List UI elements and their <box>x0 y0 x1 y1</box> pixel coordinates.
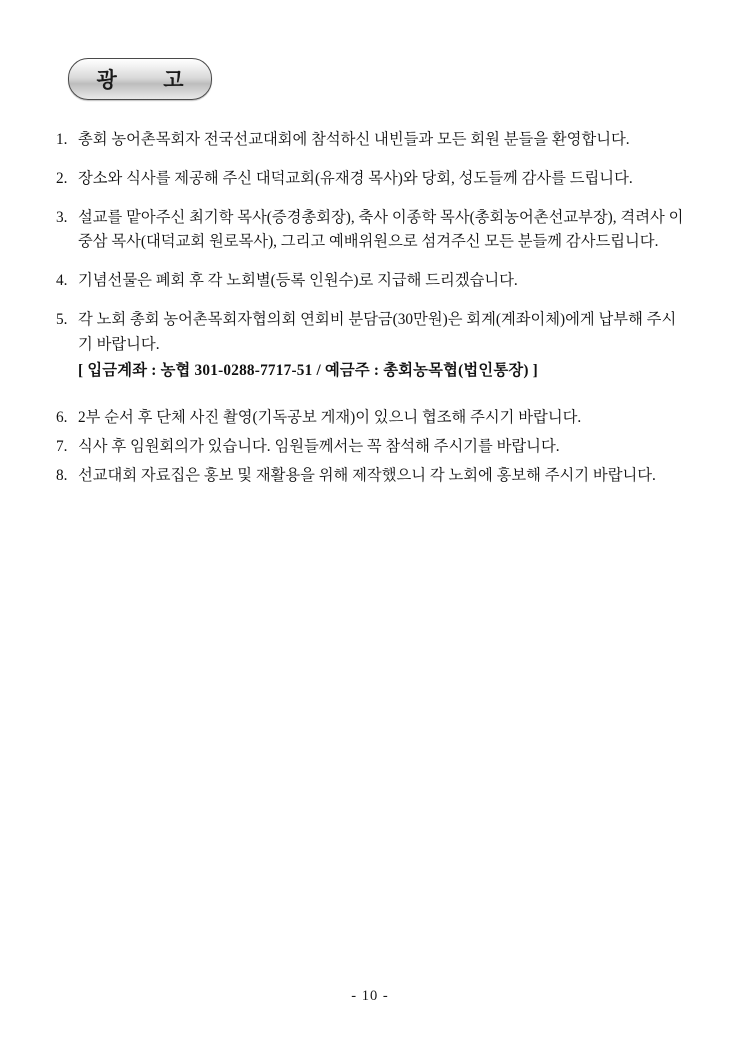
page-title: 광 고 <box>96 68 196 92</box>
list-item-text: 총회 농어촌목회자 전국선교대회에 참석하신 내빈들과 모든 회원 분들을 환영합니다. <box>78 131 630 148</box>
list-item-text: 2부 순서 후 단체 사진 촬영(기독공보 게재)이 있으니 협조해 주시기 바랍니다. <box>78 409 582 427</box>
page-number: - 10 - <box>351 988 389 1004</box>
list-item-number: 6. <box>56 409 68 427</box>
list-item <box>56 464 688 489</box>
list-item <box>56 269 688 294</box>
list-item <box>56 167 688 192</box>
list-item <box>56 435 688 460</box>
list-item-text: 장소와 식사를 제공해 주신 대덕교회(유재경 목사)와 당회, 성도들께 감사를 드립니다. <box>78 169 633 187</box>
list-item-text: 설교를 맡아주신 최기학 목사(증경총회장), 축사 이종학 목사(총회농어촌선교부장), 격려사 이중삼 목사(대덕교회 원로목사), 그리고 예배위원으로 섬겨주신 모든 분들께 감사드립니다. <box>78 208 684 251</box>
list-item-number: 1. <box>56 131 68 148</box>
list-item-number: 8. <box>56 466 68 484</box>
list-item-number: 7. <box>56 437 68 455</box>
list-item-number: 3. <box>56 208 68 226</box>
list-item-text: 식사 후 임원회의가 있습니다. 임원들께서는 꼭 참석해 주시기를 바랍니다. <box>78 437 560 455</box>
list-item-number: 4. <box>56 272 68 290</box>
list-item-number: 5. <box>56 310 68 328</box>
list-item <box>56 308 688 384</box>
list-item-text: 선교대회 자료집은 홍보 및 재활용을 위해 제작했으니 각 노회에 홍보해 주시기 바랍니다. <box>78 466 656 484</box>
list-item <box>56 406 688 431</box>
list-item <box>56 128 688 153</box>
page-title-badge <box>68 58 212 100</box>
list-item-text: 기념선물은 폐회 후 각 노회별(등록 인원수)로 지급해 드리겠습니다. <box>78 272 518 290</box>
announcement-list <box>56 128 688 492</box>
account-info: [ 입금계좌 : 농협 301-0288-7717-51 / 예금주 : 총회농목협(법인통장) ] <box>78 362 538 380</box>
list-item-number: 2. <box>56 169 68 187</box>
list-item-text: 각 노회 총회 농어촌목회자협의회 연회비 분담금(30만원)은 회계(계좌이체)에게 납부해 주시기 바랍니다. <box>78 310 677 353</box>
list-item-text-with-account <box>78 308 688 384</box>
list-item <box>56 206 688 256</box>
